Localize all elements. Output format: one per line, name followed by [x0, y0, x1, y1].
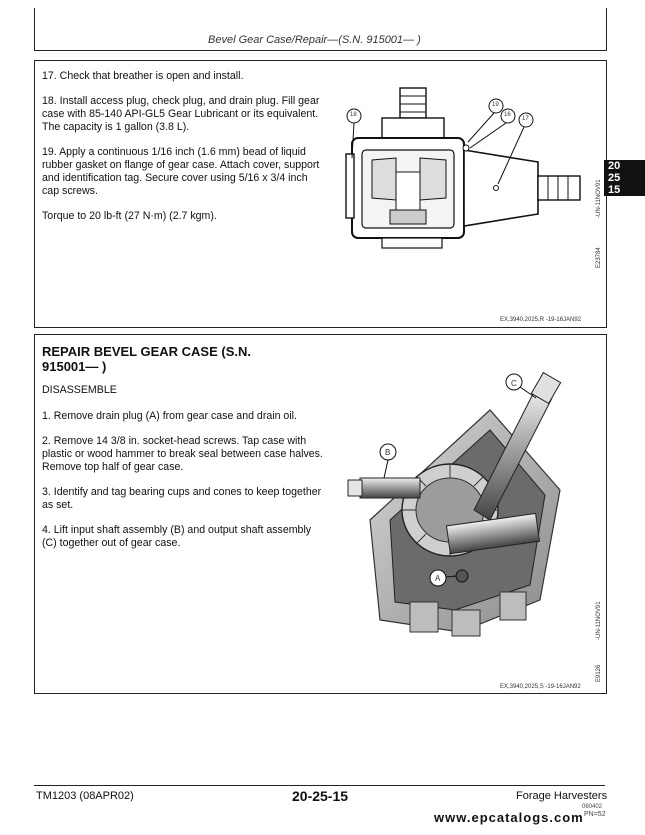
tab-line-2: 25: [608, 172, 621, 184]
callout-19: 19: [492, 102, 499, 108]
footer-product: Forage Harvesters: [516, 790, 608, 802]
footer-small-code: 060402: [582, 804, 603, 810]
section-2-ref-code: EX,3940,2025,S -19-16JAN92: [500, 684, 581, 690]
section-tab: [604, 160, 645, 196]
figure-2-id: E9126: [596, 664, 602, 682]
footer-rule: [34, 785, 605, 786]
step-18: 18. Install access plug, check plug, and drain plug. Fill gear case with 85-140 API-GL5 Gear Lubricant or its equivalent. The capacity is 1 gallon (3.8 L).: [42, 95, 320, 133]
callout-18: 18: [350, 112, 357, 118]
section-1-text: [42, 70, 320, 235]
footer-page-ref: PN=52: [584, 811, 606, 818]
section-2-text: [42, 410, 326, 562]
disassemble-step-2: 2. Remove 14 3/8 in. socket-head screws. Tap case with plastic or wood hammer to break seal between case halves. Remove top half of gear case.: [42, 435, 323, 473]
watermark-link[interactable]: www.epcatalogs.com: [434, 810, 584, 825]
page-header-title: Bevel Gear Case/Repair—(S.N. 915001— ): [208, 34, 421, 46]
disassemble-step-1: 1. Remove drain plug (A) from gear case and drain oil.: [42, 410, 297, 422]
callout-17: 17: [522, 116, 529, 122]
callout-16: 16: [504, 112, 511, 118]
figure-2-date: -UN-11NOV91: [596, 601, 602, 640]
section-1-ref-code: EX,3940,2025,R -19-16JAN92: [500, 317, 582, 323]
tab-line-1: 20: [608, 160, 621, 172]
callout-C: C: [511, 379, 517, 388]
callout-A: A: [435, 574, 441, 583]
step-19: 19. Apply a continuous 1/16 inch (1.6 mm) bead of liquid rubber gasket on flange of gear case. Attach cover, support and identification tag. Secure cover using 5/16 x 3/4 inch cap screws.: [42, 146, 320, 197]
figure-1-id: E23784: [596, 247, 602, 268]
torque-spec: Torque to 20 lb-ft (27 N·m) (2.7 kgm).: [42, 210, 217, 222]
disassemble-step-3: 3. Identify and tag bearing cups and cones to keep together as set.: [42, 486, 322, 511]
footer-page-number: 20-25-15: [292, 788, 349, 804]
figure-1-date: -UN-11NOV91: [596, 179, 602, 218]
footer-manual: TM1203 (08APR02): [36, 790, 134, 802]
tab-line-3: 15: [608, 184, 621, 196]
gear-case-photo: [340, 370, 580, 642]
disassemble-step-4: 4. Lift input shaft assembly (B) and output shaft assembly (C) together out of gear case.: [42, 524, 312, 549]
section-2-title: REPAIR BEVEL GEAR CASE (S.N. 915001— ): [42, 344, 251, 374]
callout-B: B: [385, 448, 391, 457]
gear-case-cover-figure: [338, 80, 588, 260]
step-17: 17. Check that breather is open and install.: [42, 70, 244, 82]
section-2-subhead: DISASSEMBLE: [42, 384, 117, 396]
